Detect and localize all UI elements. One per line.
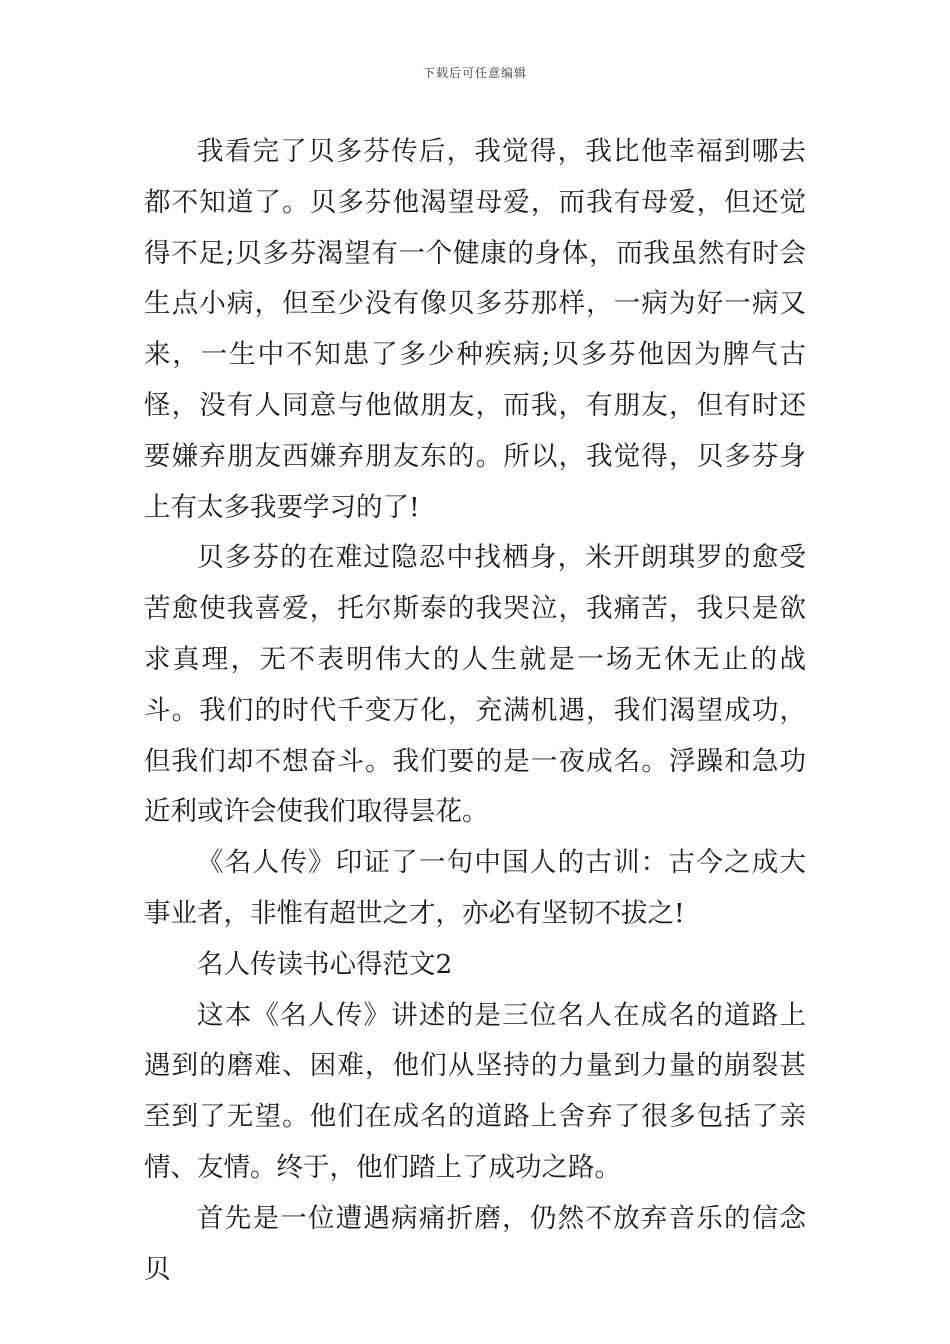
page-header: 下载后可任意编辑: [422, 66, 527, 80]
paragraph-first-figure: 首先是一位遭遇病痛折磨，仍然不放弃音乐的信念贝: [144, 1202, 806, 1285]
paragraph-book-summary: 这本《名人传》讲述的是三位名人在成名的道路上遇到的磨难、困难，他们从坚持的力量到力量的崩裂甚至到了无望。他们在成名的道路上舍弃了很多包括了亲情、友情。终于，他们踏上了成功之路。: [144, 999, 806, 1183]
paragraph-ancient-motto: 《名人传》印证了一句中国人的古训：古今之成大事业者，非惟有超世之才，亦必有坚韧不拔之!: [144, 847, 806, 929]
paragraph-beethoven-comparison: 我看完了贝多芬传后，我觉得，我比他幸福到哪去都不知道了。贝多芬他渴望母爱，而我有母爱，但还觉得不足;贝多芬渴望有一个健康的身体，而我虽然有时会生点小病，但至少没有像贝多芬那样，一病为好一病又来，一生中不知患了多少种疾病;贝多芬他因为脾气古怪，没有人同意与他做朋友，而我，有朋友，但有时还要嫌弃朋友西嫌弃朋友东的。所以，我觉得，贝多芬身上有太多我要学习的了!: [144, 136, 806, 523]
paragraph-struggle: 贝多芬的在难过隐忍中找栖身，米开朗琪罗的愈受苦愈使我喜爱，托尔斯泰的我哭泣，我痛苦，我只是欲求真理，无不表明伟大的人生就是一场无休无止的战斗。我们的时代千变万化，充满机遇，我们渴望成功，但我们却不想奋斗。我们要的是一夜成名。浮躁和急功近利或许会使我们取得昙花。: [144, 542, 806, 828]
document-body: [144, 127, 806, 1295]
section-heading: 名人传读书心得范文2: [197, 948, 453, 980]
